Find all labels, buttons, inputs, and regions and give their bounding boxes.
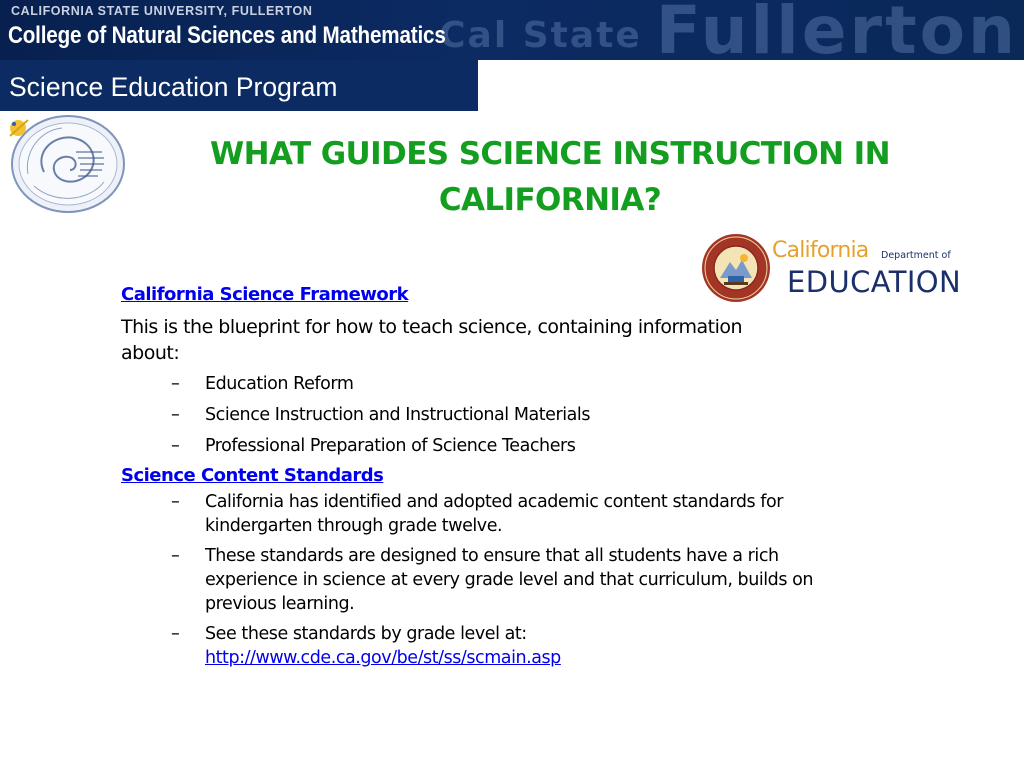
dash-bullet: – xyxy=(171,374,180,394)
title-line-2: CALIFORNIA? xyxy=(438,182,662,218)
standards-heading-row xyxy=(121,465,861,486)
list-item-text: California has identified and adopted academic content standards for kindergarten through grade twelve. xyxy=(205,492,783,536)
dash-bullet: – xyxy=(171,624,180,644)
standards-list xyxy=(121,490,861,670)
list-item xyxy=(121,490,861,538)
banner-watermark xyxy=(439,0,1018,60)
list-item-text: See these standards by grade level at: xyxy=(205,624,527,644)
college-name: College of Natural Sciences and Mathematics xyxy=(8,22,446,49)
list-item xyxy=(121,544,861,616)
slide-title xyxy=(150,131,950,223)
cde-education-text: EDUCATION xyxy=(787,265,962,299)
list-item xyxy=(121,622,861,670)
list-item-text: Education Reform xyxy=(205,374,354,394)
dash-bullet: – xyxy=(171,436,180,456)
framework-intro: This is the blueprint for how to teach science, containing information about: xyxy=(121,316,743,364)
program-name: Science Education Program xyxy=(9,72,338,102)
header-banner xyxy=(0,0,1024,60)
list-item-text: These standards are designed to ensure that all students have a rich experience in science at every grade level and that curriculum, builds on previous learning. xyxy=(205,546,814,614)
framework-topics-list xyxy=(121,372,861,458)
california-science-framework-link[interactable]: California Science Framework xyxy=(121,284,409,305)
list-item-text: Science Instruction and Instructional Materials xyxy=(205,405,590,425)
dash-bullet: – xyxy=(171,546,180,566)
slide-body xyxy=(121,284,861,676)
dash-bullet: – xyxy=(171,405,180,425)
science-content-standards-link[interactable]: Science Content Standards xyxy=(121,465,384,486)
watermark-fullerton: Fullerton xyxy=(655,0,1018,60)
title-line-1: WHAT GUIDES SCIENCE INSTRUCTION IN xyxy=(210,136,890,172)
university-name: CALIFORNIA STATE UNIVERSITY, FULLERTON xyxy=(11,4,313,18)
list-item-text: Professional Preparation of Science Teachers xyxy=(205,436,576,456)
nautilus-seal-icon xyxy=(4,112,126,216)
standards-url-link[interactable]: http://www.cde.ca.gov/be/st/ss/scmain.asp xyxy=(205,648,561,668)
dash-bullet: – xyxy=(171,492,180,512)
watermark-cal-state: Cal State xyxy=(439,15,642,56)
list-item xyxy=(121,372,861,396)
header-rule xyxy=(478,110,1024,111)
cde-california-text: California xyxy=(772,238,869,263)
cde-department-text: Department of xyxy=(881,250,951,261)
list-item xyxy=(121,403,861,427)
list-item xyxy=(121,434,861,458)
program-tab xyxy=(0,60,478,111)
